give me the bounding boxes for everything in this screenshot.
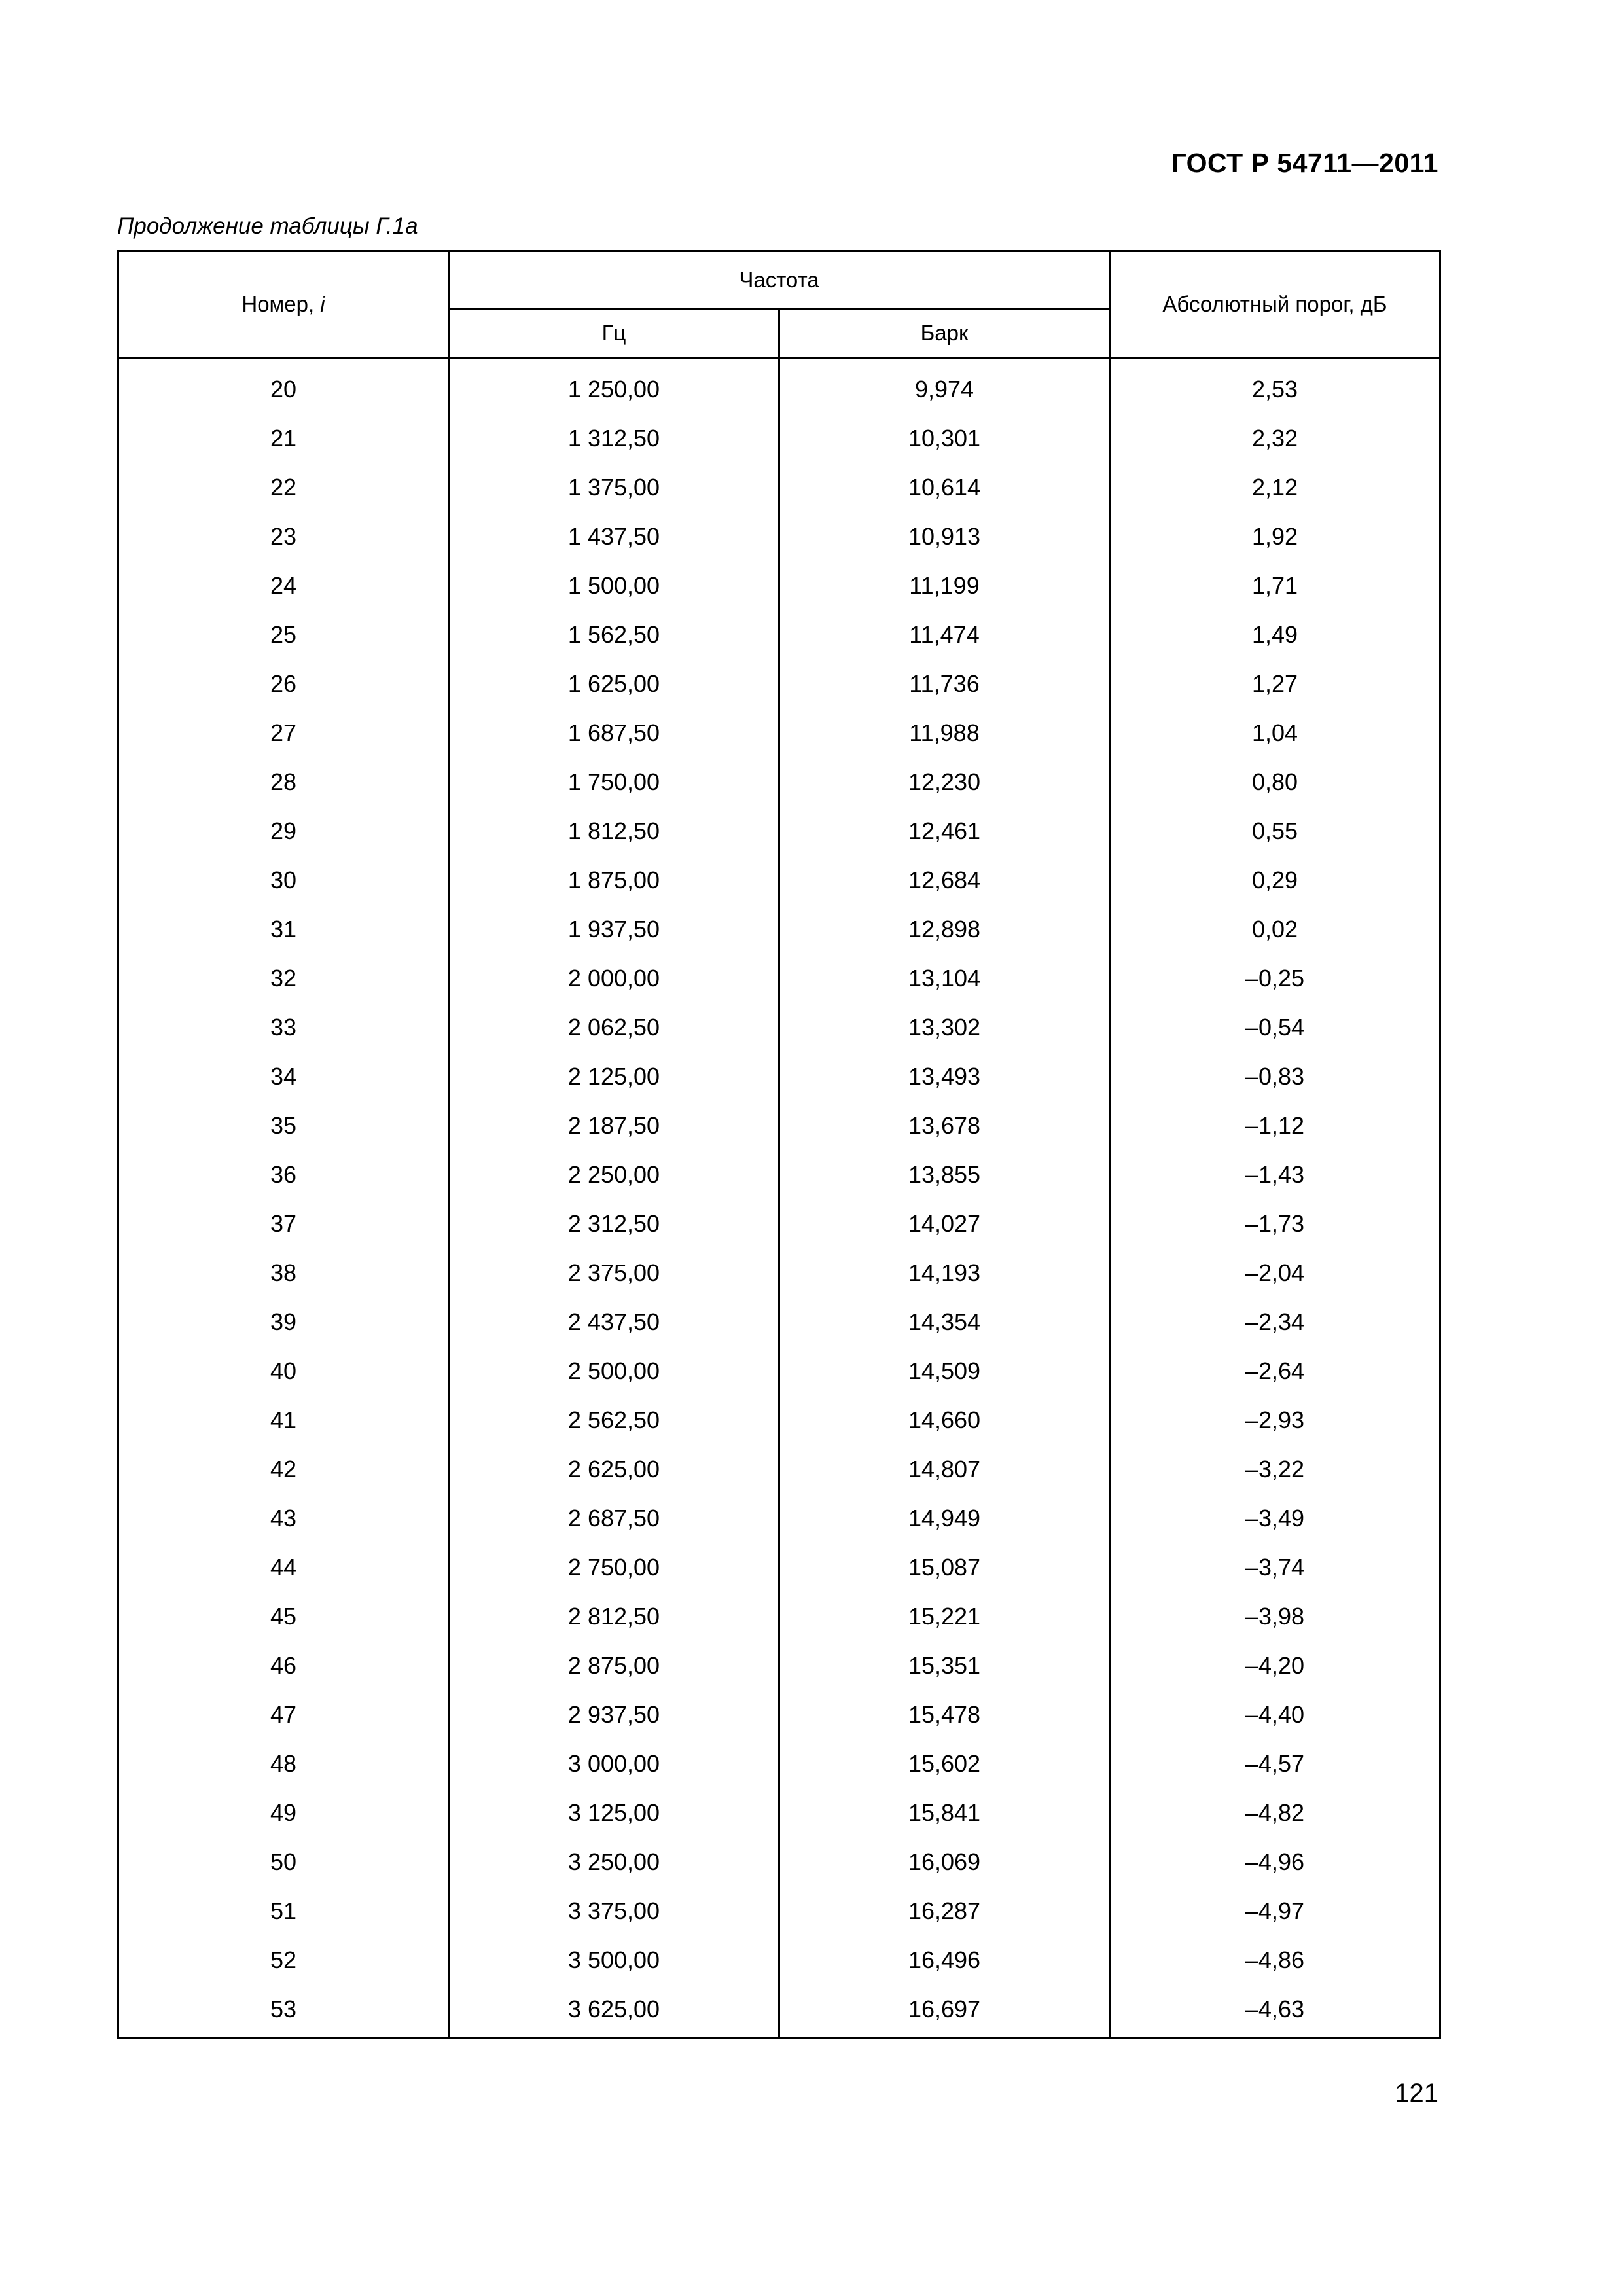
table-row (118, 1101, 1440, 1150)
hz-cell: 2 812,50 (449, 1592, 779, 1641)
bark-cell: 13,493 (779, 1052, 1110, 1101)
threshold-cell: –1,43 (1110, 1150, 1440, 1199)
bark-cell: 14,193 (779, 1248, 1110, 1297)
column-header-number (118, 251, 449, 358)
threshold-cell: –4,82 (1110, 1788, 1440, 1837)
table-row (118, 659, 1440, 708)
number-cell: 24 (118, 561, 449, 610)
number-cell: 25 (118, 610, 449, 659)
threshold-cell: –1,12 (1110, 1101, 1440, 1150)
table-row (118, 1444, 1440, 1494)
number-cell: 36 (118, 1150, 449, 1199)
threshold-cell: –3,49 (1110, 1494, 1440, 1543)
hz-cell: 2 937,50 (449, 1690, 779, 1739)
bark-cell: 11,736 (779, 659, 1110, 708)
number-cell: 46 (118, 1641, 449, 1690)
bark-cell: 10,301 (779, 414, 1110, 463)
hz-cell: 1 750,00 (449, 757, 779, 806)
number-cell: 42 (118, 1444, 449, 1494)
hz-cell: 1 687,50 (449, 708, 779, 757)
threshold-cell: –2,04 (1110, 1248, 1440, 1297)
hz-cell: 2 062,50 (449, 1003, 779, 1052)
number-cell: 37 (118, 1199, 449, 1248)
threshold-cell: 0,29 (1110, 855, 1440, 905)
bark-cell: 14,354 (779, 1297, 1110, 1346)
threshold-cell: 0,55 (1110, 806, 1440, 855)
threshold-cell: –0,83 (1110, 1052, 1440, 1101)
hz-cell: 1 812,50 (449, 806, 779, 855)
table-row (118, 855, 1440, 905)
number-cell: 43 (118, 1494, 449, 1543)
data-table-container (117, 250, 1440, 2039)
threshold-cell: –4,57 (1110, 1739, 1440, 1788)
bark-cell: 12,684 (779, 855, 1110, 905)
column-header-number-index: i (320, 292, 325, 317)
bark-cell: 16,496 (779, 1935, 1110, 1984)
page-number: 121 (1395, 2079, 1438, 2108)
number-cell: 48 (118, 1739, 449, 1788)
number-cell: 50 (118, 1837, 449, 1886)
table-row (118, 1003, 1440, 1052)
hz-cell: 1 500,00 (449, 561, 779, 610)
table-row (118, 1886, 1440, 1935)
threshold-cell: –0,54 (1110, 1003, 1440, 1052)
table-header (118, 251, 1440, 363)
table-row (118, 1837, 1440, 1886)
table-row (118, 1494, 1440, 1543)
number-cell: 30 (118, 855, 449, 905)
hz-cell: 3 375,00 (449, 1886, 779, 1935)
hz-cell: 1 562,50 (449, 610, 779, 659)
hz-cell: 1 437,50 (449, 512, 779, 561)
bark-cell: 14,509 (779, 1346, 1110, 1395)
number-cell: 47 (118, 1690, 449, 1739)
table-row (118, 1788, 1440, 1837)
table-row (118, 1150, 1440, 1199)
hz-cell: 2 750,00 (449, 1543, 779, 1592)
hz-cell: 2 000,00 (449, 954, 779, 1003)
hz-cell: 2 625,00 (449, 1444, 779, 1494)
threshold-table (117, 250, 1441, 2039)
table-row (118, 1543, 1440, 1592)
table-row (118, 1935, 1440, 1984)
hz-cell: 3 125,00 (449, 1788, 779, 1837)
threshold-cell: 0,80 (1110, 757, 1440, 806)
threshold-cell: –1,73 (1110, 1199, 1440, 1248)
column-header-threshold: Абсолютный порог, дБ (1110, 251, 1440, 358)
number-cell: 39 (118, 1297, 449, 1346)
bark-cell: 15,841 (779, 1788, 1110, 1837)
document-code: ГОСТ Р 54711—2011 (1171, 148, 1438, 178)
threshold-cell: 0,02 (1110, 905, 1440, 954)
threshold-cell: –4,96 (1110, 1837, 1440, 1886)
table-row (118, 757, 1440, 806)
hz-cell: 2 500,00 (449, 1346, 779, 1395)
hz-cell: 3 500,00 (449, 1935, 779, 1984)
number-cell: 26 (118, 659, 449, 708)
number-cell: 32 (118, 954, 449, 1003)
bark-cell: 14,027 (779, 1199, 1110, 1248)
threshold-cell: 1,71 (1110, 561, 1440, 610)
bark-cell: 11,474 (779, 610, 1110, 659)
number-cell: 51 (118, 1886, 449, 1935)
number-cell: 49 (118, 1788, 449, 1837)
bark-cell: 14,660 (779, 1395, 1110, 1444)
table-row (118, 463, 1440, 512)
threshold-cell: 2,53 (1110, 362, 1440, 414)
number-cell: 31 (118, 905, 449, 954)
number-cell: 29 (118, 806, 449, 855)
threshold-cell: –4,86 (1110, 1935, 1440, 1984)
hz-cell: 2 875,00 (449, 1641, 779, 1690)
bark-cell: 12,230 (779, 757, 1110, 806)
table-row (118, 1052, 1440, 1101)
table-row (118, 1739, 1440, 1788)
threshold-cell: –3,22 (1110, 1444, 1440, 1494)
hz-cell: 2 562,50 (449, 1395, 779, 1444)
hz-cell: 2 312,50 (449, 1199, 779, 1248)
bark-cell: 12,898 (779, 905, 1110, 954)
bark-cell: 10,913 (779, 512, 1110, 561)
threshold-cell: –3,74 (1110, 1543, 1440, 1592)
number-cell: 20 (118, 362, 449, 414)
table-row (118, 414, 1440, 463)
bark-cell: 16,287 (779, 1886, 1110, 1935)
hz-cell: 3 625,00 (449, 1984, 779, 2039)
table-row (118, 1592, 1440, 1641)
bark-cell: 10,614 (779, 463, 1110, 512)
number-cell: 53 (118, 1984, 449, 2039)
number-cell: 44 (118, 1543, 449, 1592)
threshold-cell: 1,92 (1110, 512, 1440, 561)
threshold-cell: 1,27 (1110, 659, 1440, 708)
table-row (118, 610, 1440, 659)
number-cell: 52 (118, 1935, 449, 1984)
bark-cell: 15,221 (779, 1592, 1110, 1641)
bark-cell: 14,807 (779, 1444, 1110, 1494)
number-cell: 27 (118, 708, 449, 757)
table-row (118, 708, 1440, 757)
number-cell: 41 (118, 1395, 449, 1444)
hz-cell: 1 937,50 (449, 905, 779, 954)
column-header-bark: Барк (779, 309, 1110, 358)
bark-cell: 13,302 (779, 1003, 1110, 1052)
hz-cell: 1 250,00 (449, 362, 779, 414)
threshold-cell: –2,93 (1110, 1395, 1440, 1444)
number-cell: 40 (118, 1346, 449, 1395)
bark-cell: 11,988 (779, 708, 1110, 757)
hz-cell: 1 375,00 (449, 463, 779, 512)
table-row (118, 362, 1440, 414)
number-cell: 28 (118, 757, 449, 806)
hz-cell: 2 187,50 (449, 1101, 779, 1150)
hz-cell: 1 312,50 (449, 414, 779, 463)
threshold-cell: 1,04 (1110, 708, 1440, 757)
threshold-cell: –4,63 (1110, 1984, 1440, 2039)
threshold-cell: –4,20 (1110, 1641, 1440, 1690)
table-row (118, 1690, 1440, 1739)
hz-cell: 2 437,50 (449, 1297, 779, 1346)
bark-cell: 16,069 (779, 1837, 1110, 1886)
number-cell: 33 (118, 1003, 449, 1052)
hz-cell: 2 125,00 (449, 1052, 779, 1101)
threshold-cell: –4,40 (1110, 1690, 1440, 1739)
table-row (118, 1984, 1440, 2039)
bark-cell: 16,697 (779, 1984, 1110, 2039)
hz-cell: 3 000,00 (449, 1739, 779, 1788)
hz-cell: 2 375,00 (449, 1248, 779, 1297)
hz-cell: 1 625,00 (449, 659, 779, 708)
threshold-cell: –2,34 (1110, 1297, 1440, 1346)
bark-cell: 9,974 (779, 362, 1110, 414)
table-caption: Продолжение таблицы Г.1а (117, 213, 418, 239)
hz-cell: 3 250,00 (449, 1837, 779, 1886)
number-cell: 23 (118, 512, 449, 561)
table-body (118, 362, 1440, 2039)
table-row (118, 1395, 1440, 1444)
table-row (118, 806, 1440, 855)
hz-cell: 2 687,50 (449, 1494, 779, 1543)
table-row (118, 905, 1440, 954)
number-cell: 21 (118, 414, 449, 463)
hz-cell: 2 250,00 (449, 1150, 779, 1199)
hz-cell: 1 875,00 (449, 855, 779, 905)
threshold-cell: –2,64 (1110, 1346, 1440, 1395)
table-row (118, 561, 1440, 610)
threshold-cell: 2,12 (1110, 463, 1440, 512)
number-cell: 34 (118, 1052, 449, 1101)
bark-cell: 15,087 (779, 1543, 1110, 1592)
bark-cell: 15,602 (779, 1739, 1110, 1788)
bark-cell: 13,855 (779, 1150, 1110, 1199)
table-row (118, 1297, 1440, 1346)
threshold-cell: –0,25 (1110, 954, 1440, 1003)
bark-cell: 12,461 (779, 806, 1110, 855)
number-cell: 45 (118, 1592, 449, 1641)
table-row (118, 1641, 1440, 1690)
bark-cell: 15,351 (779, 1641, 1110, 1690)
column-header-number-label: Номер, (241, 292, 321, 317)
table-row (118, 512, 1440, 561)
table-row (118, 954, 1440, 1003)
table-row (118, 1346, 1440, 1395)
threshold-cell: 1,49 (1110, 610, 1440, 659)
number-cell: 38 (118, 1248, 449, 1297)
threshold-cell: –4,97 (1110, 1886, 1440, 1935)
number-cell: 35 (118, 1101, 449, 1150)
bark-cell: 11,199 (779, 561, 1110, 610)
table-row (118, 1199, 1440, 1248)
number-cell: 22 (118, 463, 449, 512)
column-group-frequency: Частота (449, 251, 1110, 310)
threshold-cell: –3,98 (1110, 1592, 1440, 1641)
column-header-hz: Гц (449, 309, 779, 358)
table-row (118, 1248, 1440, 1297)
bark-cell: 14,949 (779, 1494, 1110, 1543)
bark-cell: 15,478 (779, 1690, 1110, 1739)
threshold-cell: 2,32 (1110, 414, 1440, 463)
bark-cell: 13,678 (779, 1101, 1110, 1150)
bark-cell: 13,104 (779, 954, 1110, 1003)
